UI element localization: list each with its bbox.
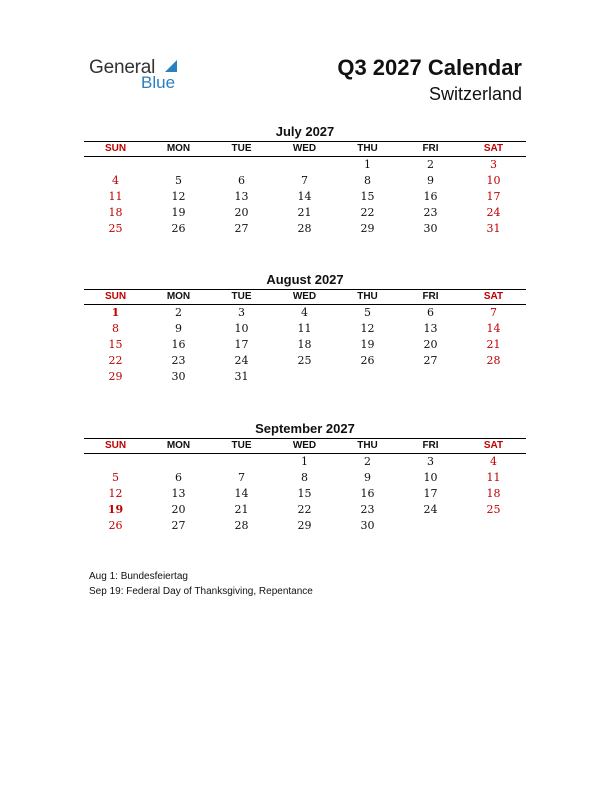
weekday-header (84, 289, 526, 305)
day-cell: 2 (175, 306, 182, 319)
day-cell: 30 (171, 370, 186, 383)
day-cell: 30 (423, 222, 438, 235)
day-cell: 6 (427, 306, 434, 319)
day-cell (462, 369, 525, 385)
day-cell: 29 (360, 222, 375, 235)
day-cell: 13 (234, 190, 249, 203)
day-cell: 3 (238, 306, 245, 319)
weekday-label: FRI (422, 143, 439, 154)
day-cell: 27 (423, 354, 438, 367)
day-cell (273, 157, 336, 173)
day-cell (84, 157, 147, 173)
weekday-label: MON (166, 143, 191, 154)
day-cell: 10 (486, 174, 501, 187)
day-cell: 12 (108, 487, 123, 500)
day-cell: 14 (486, 322, 501, 335)
day-cell: 13 (171, 487, 186, 500)
weekday-header (84, 438, 526, 454)
day-cell (399, 369, 462, 385)
day-cell: 23 (423, 206, 438, 219)
day-cell: 30 (360, 519, 375, 532)
day-cell: 20 (234, 206, 249, 219)
day-cell: 1 (111, 306, 120, 319)
day-cell: 21 (297, 206, 312, 219)
weekday-label: MON (166, 440, 191, 451)
day-cell: 28 (486, 354, 501, 367)
day-cell: 8 (301, 471, 308, 484)
week-row (84, 321, 526, 337)
day-cell (399, 518, 462, 534)
month-block (84, 123, 526, 237)
day-cell: 11 (108, 190, 123, 203)
day-cell: 13 (423, 322, 438, 335)
day-cell: 23 (171, 354, 186, 367)
day-cell: 26 (360, 354, 375, 367)
week-row (84, 454, 526, 470)
country-subtitle: Switzerland (428, 84, 522, 104)
day-cell: 14 (297, 190, 312, 203)
day-cell (273, 369, 336, 385)
weekday-label: SUN (104, 440, 127, 451)
day-cell: 22 (297, 503, 312, 516)
day-cell (147, 157, 210, 173)
day-cell: 31 (486, 222, 501, 235)
weekday-label: FRI (422, 440, 439, 451)
day-cell: 27 (234, 222, 249, 235)
logo-blue-text: Blue (141, 73, 176, 92)
holiday-notes (89, 569, 313, 599)
month-title: July 2027 (275, 124, 335, 139)
day-cell (336, 369, 399, 385)
day-cell: 19 (171, 206, 186, 219)
day-cell: 20 (171, 503, 186, 516)
weekday-header (84, 141, 526, 157)
weekday-label: TUE (231, 440, 252, 451)
day-cell: 18 (297, 338, 312, 351)
day-cell: 9 (427, 174, 434, 187)
day-cell: 28 (297, 222, 312, 235)
month-block (84, 271, 526, 385)
day-cell: 5 (175, 174, 182, 187)
day-cell: 12 (360, 322, 375, 335)
day-cell: 8 (364, 174, 371, 187)
day-cell: 15 (108, 338, 123, 351)
day-cell: 31 (234, 370, 249, 383)
weekday-label: FRI (422, 291, 439, 302)
day-cell: 2 (427, 158, 434, 171)
day-cell: 20 (423, 338, 438, 351)
day-cell: 19 (360, 338, 375, 351)
logo-triangle-icon (163, 59, 179, 73)
day-cell: 21 (234, 503, 249, 516)
month-block (84, 420, 526, 534)
weekday-label: WED (292, 440, 317, 451)
week-row (84, 369, 526, 385)
day-cell: 24 (486, 206, 501, 219)
week-row (84, 518, 526, 534)
holiday-note: Aug 1: Bundesfeiertag (89, 571, 188, 582)
week-row (84, 205, 526, 221)
weekday-label: SAT (483, 291, 504, 302)
day-cell (210, 454, 273, 470)
day-cell: 24 (234, 354, 249, 367)
weekday-label: WED (292, 143, 317, 154)
day-cell: 5 (364, 306, 371, 319)
month-title: August 2027 (266, 272, 344, 287)
day-cell: 19 (107, 503, 124, 516)
day-cell (147, 454, 210, 470)
week-row (84, 353, 526, 369)
weekday-label: SAT (483, 143, 504, 154)
day-cell: 15 (297, 487, 312, 500)
day-cell: 17 (486, 190, 501, 203)
day-cell: 9 (364, 471, 371, 484)
week-row (84, 189, 526, 205)
day-cell: 7 (301, 174, 308, 187)
day-cell: 25 (297, 354, 312, 367)
day-cell: 14 (234, 487, 249, 500)
day-cell: 17 (423, 487, 438, 500)
day-cell: 9 (175, 322, 182, 335)
weekday-label: TUE (231, 143, 252, 154)
day-cell: 1 (364, 158, 371, 171)
week-row (84, 173, 526, 189)
day-cell: 22 (360, 206, 375, 219)
day-cell: 21 (486, 338, 501, 351)
day-cell: 17 (234, 338, 249, 351)
day-cell (462, 518, 525, 534)
page-title: Q3 2027 Calendar (337, 55, 522, 80)
day-cell (84, 454, 147, 470)
day-cell: 1 (301, 455, 308, 468)
weekday-label: THU (357, 143, 378, 154)
day-cell: 27 (171, 519, 186, 532)
logo (89, 57, 189, 97)
day-cell: 6 (238, 174, 245, 187)
day-cell: 10 (423, 471, 438, 484)
week-row (84, 157, 526, 173)
day-cell: 3 (490, 158, 497, 171)
day-cell: 18 (486, 487, 501, 500)
week-row (84, 337, 526, 353)
day-cell: 4 (490, 455, 497, 468)
weekday-label: THU (357, 291, 378, 302)
day-cell: 23 (360, 503, 375, 516)
day-cell: 4 (112, 174, 119, 187)
day-cell: 26 (108, 519, 123, 532)
day-cell: 29 (297, 519, 312, 532)
day-cell: 28 (234, 519, 249, 532)
holiday-note: Sep 19: Federal Day of Thanksgiving, Repentance (89, 586, 313, 597)
week-row (84, 486, 526, 502)
day-cell: 4 (301, 306, 308, 319)
weekday-label: THU (357, 440, 378, 451)
weekday-label: SUN (104, 143, 127, 154)
day-cell: 15 (360, 190, 375, 203)
day-cell: 16 (423, 190, 438, 203)
day-cell: 6 (175, 471, 182, 484)
day-cell: 18 (108, 206, 123, 219)
day-cell: 25 (108, 222, 123, 235)
week-row (84, 470, 526, 486)
day-cell: 16 (360, 487, 375, 500)
weekday-label: TUE (231, 291, 252, 302)
day-cell: 26 (171, 222, 186, 235)
day-cell: 5 (112, 471, 119, 484)
day-cell: 22 (108, 354, 123, 367)
day-cell: 24 (423, 503, 438, 516)
day-cell: 11 (297, 322, 312, 335)
day-cell: 29 (108, 370, 123, 383)
day-cell: 12 (171, 190, 186, 203)
day-cell: 3 (427, 455, 434, 468)
week-row (84, 221, 526, 237)
day-cell: 25 (486, 503, 501, 516)
day-cell: 11 (486, 471, 501, 484)
week-row (84, 502, 526, 518)
day-cell: 7 (490, 306, 497, 319)
day-cell: 16 (171, 338, 186, 351)
day-cell: 2 (364, 455, 371, 468)
weekday-label: MON (166, 291, 191, 302)
weekday-label: SUN (104, 291, 127, 302)
day-cell (210, 157, 273, 173)
day-cell: 7 (238, 471, 245, 484)
weekday-label: WED (292, 291, 317, 302)
week-row (84, 305, 526, 321)
month-title: September 2027 (255, 421, 355, 436)
logo-general-text: General (89, 57, 156, 78)
day-cell: 8 (112, 322, 119, 335)
day-cell: 10 (234, 322, 249, 335)
weekday-label: SAT (483, 440, 504, 451)
